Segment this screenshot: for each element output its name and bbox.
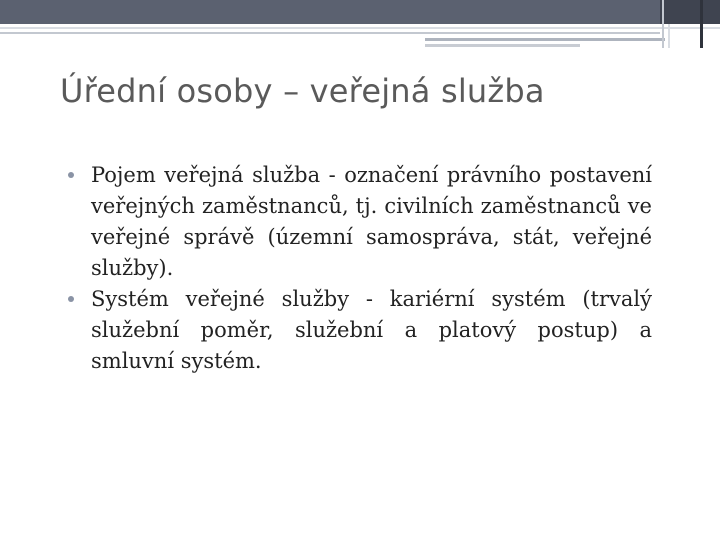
header-vertical-stripe (700, 0, 703, 48)
slide-title: Úřední osoby – veřejná služba (60, 72, 545, 110)
bullet-text: Pojem veřejná služba - označení právního postavení veřejných zaměstnanců, tj. civilních zaměstnanců ve veřejné správě (územní samospráva, stát, veřejné služby). (91, 163, 652, 280)
bullet-icon (68, 172, 74, 178)
header-stripe (425, 44, 580, 47)
header-stripe (425, 38, 665, 41)
header-stripe (0, 32, 660, 34)
header-stripe (0, 27, 720, 29)
header-vertical-stripe (662, 0, 664, 48)
header-band-corner (660, 0, 720, 24)
bullet-item (68, 160, 652, 284)
header-band (0, 0, 720, 24)
bullet-list (68, 160, 652, 377)
bullet-item (68, 284, 652, 377)
bullet-text: Systém veřejné služby - kariérní systém (trvalý služební poměr, služební a platový postup) a smluvní systém. (91, 287, 652, 373)
bullet-icon (68, 296, 74, 302)
header-vertical-stripe (668, 24, 670, 48)
